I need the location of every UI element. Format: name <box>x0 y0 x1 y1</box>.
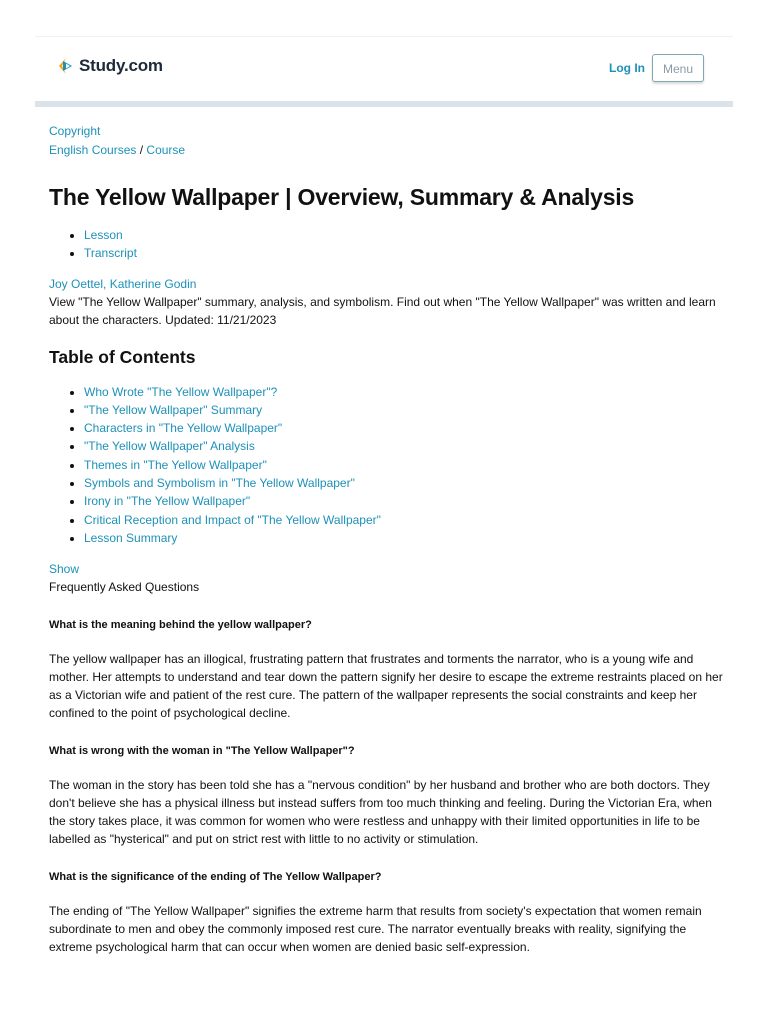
toc-link-themes[interactable]: Themes in "The Yellow Wallpaper" <box>84 457 267 472</box>
menu-button[interactable]: Menu <box>652 54 704 82</box>
faq-answer: The ending of "The Yellow Wallpaper" signifies the extreme harm that results from society's expectation that women remain subordinate to men and obey the commonly imposed rest cure. The narrator eventually breaks with reality, signifying the extreme psychological harm that can occur when women are denied basic self-expression. <box>49 904 702 955</box>
lesson-tabs <box>49 226 729 263</box>
toc-link-who-wrote[interactable]: Who Wrote "The Yellow Wallpaper"? <box>84 384 278 399</box>
faq-question: What is the meaning behind the yellow wallpaper? <box>49 619 312 632</box>
breadcrumb-course[interactable]: Course <box>146 143 186 157</box>
login-link[interactable]: Log In <box>609 61 645 75</box>
logo-text: Study.com <box>79 56 163 75</box>
breadcrumb-english-courses[interactable]: English Courses <box>49 143 137 157</box>
toc-title: Table of Contents <box>49 346 196 367</box>
toc-link-irony[interactable]: Irony in "The Yellow Wallpaper" <box>84 494 251 509</box>
study-logo-icon <box>57 57 75 75</box>
authors-link[interactable]: Joy Oettel, Katherine Godin <box>49 276 197 291</box>
faq-question: What is the significance of the ending of The Yellow Wallpaper? <box>49 871 382 884</box>
table-of-contents <box>49 383 729 548</box>
toc-item <box>84 474 729 492</box>
faq-toggle <box>49 560 729 578</box>
toc-item <box>84 511 729 529</box>
toc-link-critical-reception[interactable]: Critical Reception and Impact of "The Yellow Wallpaper" <box>84 512 381 527</box>
toc-item <box>84 383 729 401</box>
page-title: The Yellow Wallpaper | Overview, Summary & Analysis <box>49 184 635 210</box>
faq-question: What is wrong with the woman in "The Yellow Wallpaper"? <box>49 745 355 758</box>
tab-lesson <box>84 226 729 244</box>
breadcrumb-separator: / <box>139 143 144 157</box>
toc-link-characters[interactable]: Characters in "The Yellow Wallpaper" <box>84 421 283 436</box>
toc-link-lesson-summary[interactable]: Lesson Summary <box>84 530 178 545</box>
breadcrumb-top <box>49 122 729 141</box>
toc-link-summary[interactable]: "The Yellow Wallpaper" Summary <box>84 402 263 417</box>
toc-item <box>84 492 729 510</box>
tab-lesson-link[interactable]: Lesson <box>84 228 123 242</box>
study-logo-link[interactable] <box>57 56 163 76</box>
main-content <box>49 122 729 956</box>
toc-item <box>84 401 729 419</box>
toc-link-symbols[interactable]: Symbols and Symbolism in "The Yellow Wallpaper" <box>84 476 355 491</box>
tab-transcript-link[interactable]: Transcript <box>84 246 137 261</box>
authors <box>49 275 729 293</box>
toc-item <box>84 529 729 547</box>
lesson-description: View "The Yellow Wallpaper" summary, analysis, and symbolism. Find out when "The Yellow Wallpaper" was written and learn about the characters. Updated: 11/21/2023 <box>49 294 716 327</box>
site-header <box>35 36 733 107</box>
toc-item <box>84 419 729 437</box>
toc-link-analysis[interactable]: "The Yellow Wallpaper" Analysis <box>84 439 255 454</box>
faq-answer: The woman in the story has been told she has a "nervous condition" by her husband and brother who are both doctors. They don't believe she has a physical illness but instead suffers from too much thinking and feeling. During the Victorian Era, when the story takes place, it was common for women who were restless and unhappy with their limited opportunities in life to be labelled as "hysterical" and put on strict rest with little to no activity or stimulation. <box>49 778 712 847</box>
faq-answer: The yellow wallpaper has an illogical, frustrating pattern that frustrates and torments the narrator, who is a young wife and mother. Her attempts to understand and tear down the pattern signify her desire to escape the extreme restraints placed on her as a Victorian wife and patient of the rest cure. The pattern of the wallpaper represents the social constraints and keep her confined to the point of psychological decline. <box>49 652 723 721</box>
toc-item <box>84 456 729 474</box>
faq-title: Frequently Asked Questions <box>49 580 200 595</box>
tab-transcript <box>84 244 729 262</box>
toc-item <box>84 437 729 455</box>
show-faq-link[interactable]: Show <box>49 562 80 577</box>
breadcrumb-copyright[interactable]: Copyright <box>49 124 101 138</box>
breadcrumb <box>49 141 729 160</box>
